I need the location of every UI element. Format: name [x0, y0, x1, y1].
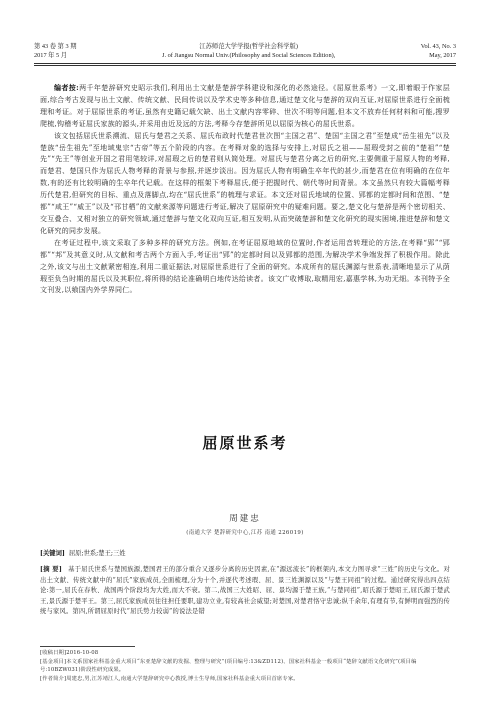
header-volume: 第 43 卷 第 3 期 [34, 43, 77, 50]
footnotes [40, 649, 450, 683]
editor-note-paragraph-1 [40, 82, 450, 131]
journal-title-cn: 江苏师范大学学报(哲学社会科学版) [199, 43, 298, 50]
journal-title-en: J. of Jiangsu Normal Univ.(Philosophy and Social Sciences Edition), [162, 52, 336, 59]
abstract [40, 565, 450, 618]
abstract-label: [摘 要] [40, 566, 63, 573]
editor-note-paragraph-2: 该文包括屈氏世系溯流、屈氏与楚君之关系、屈氏布政时代楚君世次图“主国之君”、楚国“主国之君”至楚成“岳生祖先”以及楚族“岳生祖先”至地域鬼宗“古帝”等五个阶段的内容。在考释对象的选择与安排上,对屈氏之祖——屈瑕受封之前的“楚祖”“楚先”“先王”等创业开国之君用笔较详,对屈瑕之后的楚君则从简处理。对屈氏与楚君分离之后的研究,主要侧重于屈原人物的考释,而楚君、楚国只作为屈氏人物考释的背景与参照,并逐步淡出。因为屈氏人物有明确生卒年代的甚少,而楚君在位有明确的在位年数,有的还有比较明确的生卒年代记载。在这样的框架下考释屈氏,便于把握时代、朝代等时间背景。本文虽然只有较大篇幅考释历代楚君,但研究的目标、重点及落脚点,均在“屈氏世系”的梳理与求证。本文还对屈氏地域的位置、郢都的定都时间和范围、“楚都”“咸王”“威王”以及“邗甘栖”的文献来源等问题进行考证,解决了屈原研究中的疑难问题。要之,楚文化与楚辞是两个密切相关、交互叠合、又相对独立的研究领域,通过楚辞与楚文化双向互证,相互发明,从而突破楚辞和楚文化研究的现实困境,推进楚辞和楚文化研究的同步发展。 [40, 131, 450, 235]
editor-note-text-1: 两千年楚辞研究史昭示我们,利用出土文献是楚辞学科建设和深化的必然途径。《屈原世系考》一文,即着眼于作家层面,综合考古发现与出土文献、传统文献、民间传说以及学术史等多种信息,通过楚文化与楚辞的双向互证,对屈原世系进行全面梳理和考证。对于屈原世系的考证,虽然有史籍记载欠缺、出土文献内容零碎、世次不明等问题,但本文不放弃任何材料和可能,搜罗爬梳,钩稽考证屈氏家族的源头,并采用由近及远的方法,考释今存楚辞所见以屈原为核心的屈氏世系。 [40, 84, 450, 128]
footnote-author-bio: [作者简介]周建忠,男,江苏靖江人,南通大学楚辞研究中心教授,博士生导师,国家社科基金重大项目首席专家。 [40, 675, 299, 682]
keywords-text: 屈原;世系;楚王;三姓 [68, 550, 126, 557]
footnote-received: [收稿日期]2016-10-08 [40, 650, 99, 656]
header-rule [34, 63, 456, 64]
header-volume-en: Vol. 43, No. 3 [420, 43, 456, 50]
footnote-funding: [基金项目]本文系国家社科基金重大项目“东亚楚辞文献的发掘、整理与研究”(项目编号:13&ZD112)、国家社科基金一般项目“楚辞文献语文化研究”(项目编号:10BZW031)阶段性研究成果。 [40, 658, 417, 674]
header-date-en: May, 2017 [429, 52, 456, 59]
editor-note-paragraph-3: 在考证过程中,该文采取了多种多样的研究方法。例如,在考证屈原地域的位置时,作者运用音转理论的方法,在考释“郢”“郢都”“邦”及其意义时,从文献和考古两个方面入手,考证出“郢”的定都时间以及郢都的范围,为解决学术争端发挥了积极作用。除此之外,该文与出土文献紧密相连,利用二重证据法,对屈原世系进行了全面的研究。本成所有的屈氏渊源与世系表,清晰地显示了从荫瑕至负刍时期的屈氏以及其职位,将所得的结论准确明白地传达给读者。该文广收博取,取精用宏,嘉惠学林,为功无细。本刊特予全文刊发,以飨国内外学界同仁。 [40, 238, 450, 295]
keywords [40, 548, 450, 557]
keywords-label: [关键词] [40, 550, 65, 557]
author-name: 周建忠 [229, 514, 261, 524]
header-rule-thin [34, 65, 456, 66]
article-title: 屈原世系考 [202, 434, 288, 452]
editor-note-label: 编者按: [54, 83, 79, 92]
editor-note [40, 82, 450, 297]
header-date: 2017 年 5 月 [34, 52, 68, 59]
footnote-rule [40, 646, 135, 647]
abstract-text: 基于屈氏世系与楚国族源,楚国君王的部分重合又逐步分离的历史因素,在“源远流长”的框架内,本文力图寻求“三姓”的历史与文化。对出土文献、传统文献中的“屈氏”家族成员,全面梳理,分为十个,并逐代考述瑕、屈、景三姓渊源以及“与楚王同祖”的过程。通过研究得出四点结论:第一,屈氏在春秋、战国两个阶段均为大姓,而大不衰。第二,战国三大姓昭、屈、景均源于楚王族,“与楚同祖”,昭氏源于楚昭王,屈氏源于楚武王,景氏源于楚平王。第三,屈氏家族成员往往担任要职,建功立业,有较高社会威望;对楚国,对楚君恪守忠诚;纵千余年,有理有节,有鲜明而强烈的传统与家风。第四,所谓屈原时代“屈氏势力较弱”的说法是错 [40, 566, 450, 616]
author-affiliation: (南通大学 楚辞研究中心,江苏 南通 226019) [186, 530, 304, 536]
